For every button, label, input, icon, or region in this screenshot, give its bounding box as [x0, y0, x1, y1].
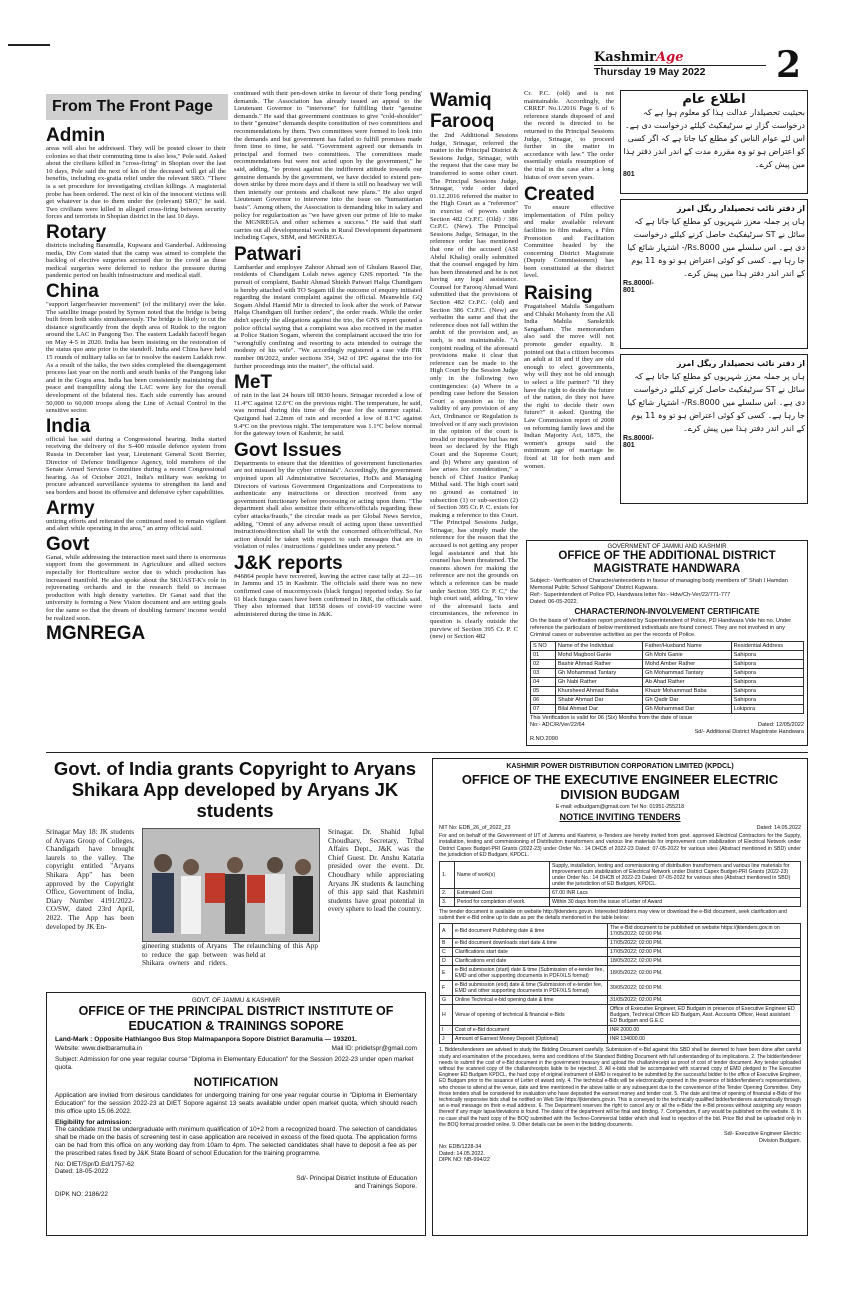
table-row: [440, 996, 801, 1005]
table-row: [440, 981, 801, 996]
table-row: [531, 696, 804, 705]
urdu-title-1: اطلاع عام: [682, 92, 746, 107]
issue-date: Thursday 19 May 2022: [594, 66, 706, 78]
heading-govt-issues: Govt Issues: [234, 439, 342, 461]
heading-patwari: Patwari: [234, 243, 302, 265]
body-created: To ensure effective implementation of Film policy and make available relevant facilities to film makers, a Film Promotion and Facilitation Committee headed by the concerning District Magistrate (Deputy Commissioners) has been constituted at the district level.: [524, 204, 614, 280]
sopore-dipk: DIPK NO: 2186/22: [55, 1191, 108, 1198]
body-patwari: Lambardar and employee Zahoor Ahmad son of Ghulam Rasool Dar, residents of Chandigam Lolab news agency GNS reported. "In the pursuit of complaint, Bashir Ahmad Shiekh Patwari Halqa Chandigam is hereby attached with TO Sogam till the outcome of enquiry initiated regarding the instant complaint against the official. Meanwhile GQ Sogam Abdul Hamid Mir is directed to look after the work of Patwar Halqa Chandigam till further orders", the order reads. While the order didn't specify the allegations against the trio, the GNS report quoted a police official saying that a complaint was also received in the matter at Police Station Sogam, wherein the complainant accused the trio for "wrongfully confining and resorting to acts intended to outrage the modesty of his wife". "We accordingly registered a case vide FIR number 08/2022, under sections 354, 342 of IPC against the trio for further proceedings into the matter", the official said.: [234, 263, 422, 370]
table-row: [531, 678, 804, 687]
cell: Cost of e-Bid document: [453, 1026, 608, 1035]
kpdcl-nit-title: NOTICE INVITING TENDERS: [559, 812, 681, 822]
cell: 31/05/2022; 02:00 PM.: [608, 996, 801, 1005]
cell: D: [440, 957, 453, 966]
handwara-dated: Dated: 06-05-2022.: [530, 599, 579, 605]
body-army: untiring efforts and reiterated the continued need to remain vigilant and alert while operating in the area," an army official said.: [46, 517, 226, 533]
cell: Ab Ahad Rather: [643, 678, 731, 687]
cell: Bashir Ahmad Rather: [555, 660, 642, 669]
heading-india: India: [46, 415, 91, 437]
cell: The e-Bid document to be published on website https://jktenders.gov.in on 17/05/2022; 02:00 PM.: [608, 924, 801, 939]
table-row: [440, 897, 801, 906]
kpdcl-no3: DIPK NO: NB-994/22: [439, 1157, 490, 1164]
aryans-photo: [142, 828, 320, 942]
table-row: [440, 861, 801, 888]
cell: 06: [531, 696, 556, 705]
sopore-body2: The candidate must be undergraduate with minimum qualification of 10+2 from a recognized board. The selection of candidates shall be made on the basis of screening test in case application are received in excess of the fixed quota. The application forms can be had from this office on any working day from 10am to 4pm. The selected candidates shall have to deposit a fee as per the prescribed rates fixed by J&K State Board of school Education for the training programme.: [55, 1126, 417, 1157]
handwara-cert-title: CHARACTER/NON-INVOLVEMENT CERTIFICATE: [574, 607, 760, 616]
kpdcl-terms: 1. Bidders/tenderers are advised to study the Bidding Document carefully. Submission of e-Bid against this SBD shall be deemed to have been done after careful study and examination of the procedures, terms and conditions of the Standard Bidding Document with full understanding of its implications. 2. The bidder/tenderer needs to submit the cost of e-Bid document in the government treasury and upload the challan/receipt as proof of cost of tender document. Any tender uploaded without the scanned copy of the challan/receipts liable to be rejected. 3. All e-bids shall be accompanied with scanned copy of EMD pledged to The Executive Engineer ED Budgam KPDCL, the hard copy of original instrument of EMD is required to be submitted by the successful bidder to the office of Executive Engineer, ED Budgam prior to the issuance of Letter of award only. 4. The technical e-Bids will be electronically opened in the presence of bidder/tenderer's representatives, who choose to attend at the venue, date and time mentioned in the above table or any subsequent due to the convenience of the Tender Opening Committee. Only those tenders shall be considered for evaluation who have deposited the earnest money and tender cost. 5. The date and time of opening of financial e-Bids of the technically responsive bids shall be notified on Web Site https://jktenders.gov.in. This is conveyed to the technically qualified bidder/tenderers automatically through an e-mail message on their e-mail address. 6. The Department reserves the right to cancel any or all the e-Bids/ the e-Bid process without assigning any reason thereof if any major lapse/deviations is found. The dates of the department will be final and binding. 7. Corrigendum, if any would be published on the website. 8. In no case shall the hard copy of the BOQ submitted with the Techno-Commercial bidder which shall lead to rejection of the bid. Price Bid shall be uploaded only in the BOQ format provided online. 9. Other details can be seen in the bidding documents.: [439, 1047, 801, 1128]
cell: 02: [531, 660, 556, 669]
table-row: [440, 924, 801, 939]
sopore-dated: Dated: 18-05-2022: [55, 1168, 109, 1175]
handwara-table: [530, 641, 804, 714]
handwara-valid: This Verification is valid for 06 (Six) Months from the date of issue: [530, 715, 693, 721]
cell: Sahipora: [731, 651, 803, 660]
heading-mgnrega: MGNREGA: [46, 623, 146, 645]
heading-govt: Govt: [46, 533, 90, 555]
body-govt: Ganai, while addressing the interaction meet said there is enormous support from the government in Agriculture and allied sectors especially for Horticulture sector due to which production has increased manifold. He also spoke about the SKUAST-K's role in rejuvenating orchards and in the research field to increase production with high density varieties. Dr Ganai said that the university is forming a New Vision document and are setting goals for the same so that the dream of doubling farmers' income would be realized soon.: [46, 553, 226, 622]
kpdcl-tender: [432, 758, 808, 1236]
heading-created: Created: [524, 184, 595, 206]
handwara-gov: GOVERNMENT OF JAMMU AND KASHMIR: [607, 544, 727, 550]
cell: Khursheed Ahmad Baba: [555, 687, 642, 696]
urdu-amount-2: Rs.8000/-: [623, 280, 654, 287]
table-row: [531, 669, 804, 678]
kpdcl-no2: Dated: 14.05.2022.: [439, 1150, 485, 1157]
kpdcl-intro: For and on behalf of the Government of UT of Jammu and Kashmir, e-Tenders are hereby invited from govt. approved Electrical Contractors for the Supply, installation, testing and commissioning of Distribution transformers and various line materials for improvement cum stabilization of Electrical Network under District Capex Budget-PRI Grants (2022-23) under Order No.: 14 DHCB of 2022-23 Dated: 07-05-2022 for various sites (Abstract mentioned in SBD) under the jurisdiction of ED Budgam, KPDCL.: [439, 833, 801, 859]
cell: 01: [531, 651, 556, 660]
group-photo-icon: [143, 829, 319, 941]
sopore-website: Website: www.dietbaramulla.in: [55, 1045, 142, 1052]
cell: I: [440, 1026, 453, 1035]
sopore-subject: Subject: Admission for one year regular course "Diploma in Elementary Education" for the Session 2022-23 under open market quota.: [55, 1056, 414, 1071]
cell: Mohd Magbool Ganie: [555, 651, 642, 660]
cell: J: [440, 1035, 453, 1044]
col-sno: S NO: [531, 642, 556, 651]
table-row: [531, 651, 804, 660]
cell: F: [440, 981, 453, 996]
brand-accent: Age: [656, 50, 684, 65]
heading-jk-reports: J&K reports: [234, 552, 343, 574]
cell: 05: [531, 687, 556, 696]
urdu-notice-2: [620, 199, 808, 349]
body-wamiq-farooq: the 2nd Additional Sessions Judge, Srinagar, referred the matter to the Principal District & Sessions Judge, Srinagar, with the request that the case may be transferred to some other court. The Principal Sessions Judge, Srinagar, vide order dated 01.12.2016 referred the matter to the High Court as a "reference" in exercise of powers under Section 482 Cr.P.C. (Old) / 386 Cr.P.C. (New). The Principal Sessions Judge, Srinagar, in the reference order has mentioned that one of the accused (ASI Abdul Khaliq) orally submitted that the counsel engaged by him has been threatened and he is not having any legal assistance. Counsel for Farooq Ahmad Wani submitted that the provisions of Section 482 Cr.P.C. (old) and Section 386 Cr.P.C. (New) are verbatim the same and that the reference does not fall within the ambit of the provision and, as such, is not maintainable. "A conjoint reading of the aforesaid provisions make it clear that reference can be made to the High Court by the Session Judge only in the following two contingencies: (a) Where in a pending case before the Session Court a question as to the validity of any provision of any Act, Ordinance or Regulation is involved or if any such provision in the opinion of the court is invalid or inoperative but has not been so declared by the High Court and the Supreme Court; and (b) Where any question of law arises for consideration," a bench of Chief Justice Pankaj Mithal said. The high court said no ground as contained in subsection (1) or sub-section (2) of Section 395 Cr. P. C. exists for making a reference to this Court. "The Principal Sessions Judge, Srinagar, has simply made the reference for the reason that the accused is not getting any proper legal assistance and that his counsel has been threatened. The reasons shown for making the reference are not the grounds on which a reference can be made under Section 395 Cr. P. C," the high court said, adding, "In view of the aforesaid facts and circumstances, the reference in question is clearly outside the purview of Section 395 Cr. P. C (new) or Section 482: [430, 132, 518, 641]
kpdcl-corp: KASHMIR POWER DISTRIBUTION CORPORATION LIMITED (KPDCL): [506, 763, 734, 770]
cell: H: [440, 1005, 453, 1026]
urdu-number-2: 801: [623, 287, 635, 294]
urdu-number-1: 801: [623, 171, 635, 178]
cell: e-Bid document downloads start date & time: [453, 939, 608, 948]
body-mgnrega-cont: continued with their pen-down strike in favour of their 'long pending' demands. The Association has already issued an appeal to the Lieutenant Governor to "intervene" for fulfilling their "genuine demands." He said that government continues to give "cold-shoulder" to their "genuine" demands despite constitution of two committees and recommendations by them. Two committees were formed to look into the demands and but government has failed to fulfill promises made from time to time, he said. "Government agreed our demands in principal and formed two committees. The committees made recommendations but were not acted upon by the government," he said, adding, "to protest against the indifferent attitude towards our genuine demands by the government, we have decided to extend pen-down strike by three more days and if there is still no headway we will then intensify our protests and chalkout new plans." He also urged Lieutenant Governor to intervene into the issue on "humanitarian basis". Among others, the Association is demanding hike in salary and policy for regularization as "we have given our prime of life to make the MGNREGA and other schemes a success." He said that staff carries out all developmental works in Rural Development department including Capex, SBM, and MGNREGA.: [234, 90, 422, 242]
heading-admin: Admin: [46, 125, 106, 146]
sopore-landmark: Land-Mark : Opposite Hathlangoo Bus Stop Malmapanpora Sopore District Baramulla — 193201.: [55, 1036, 357, 1043]
cell: 17/05/2022; 02:00 PM.: [608, 948, 801, 957]
kpdcl-contact: E-mail: edbudgam@gmail.com Tel No: 01951-255218: [555, 804, 685, 810]
aryans-col1: Srinagar May 18: JK students of Aryans Group of Colleges, Chandigarh have brought laurels to the valley. The copyright entitled "Aryans Shikara App" has been approved by the Copyright Office, Government of India, Diary Number 4191/2022-CO/SW, dated 23rd April, 2022. The App has been developed by JK En-: [46, 828, 134, 931]
corner-rule: [8, 44, 50, 46]
brand-text: Kashmir: [594, 50, 657, 65]
urdu-notices: [620, 90, 808, 540]
cell: 17/05/2022; 02:00 PM.: [608, 939, 801, 948]
handwara-cert-body: On the basis of Verification report provided by Superintendent of Police, PD Handwara Vide his no. Under reference the particulars of below mentioned individuals are found correct. They are not involved in any Criminal cases or subversive activities as per the records of Police.: [530, 618, 792, 638]
body-wamiq-cont: Cr. P.C. (old) and is not maintainable. Accordingly, the CRREF No.1/2016 Page 6 of 6 reference stands disposed of and the record is directed to be returned to the Principal Sessions Judge, Srinagar, to proceed further in the matter in accordance with law." The order essentially entails resumption of the trial in the case after a long hiatus of over seven years.: [524, 90, 614, 181]
cell: 2.: [440, 888, 455, 897]
heading-china: China: [46, 280, 99, 302]
cell: 3.: [440, 897, 455, 906]
cell: Clarifications start date: [453, 948, 608, 957]
kpdcl-note: The tender document is available on website http://jktenders.gov.in. Interested bidders may view or download the e-Bid document, seek clarification and submit their e-Bid online up to date as per the details mentioned in the table below:: [439, 908, 787, 922]
cell: Gh Mohammad Tantary: [555, 669, 642, 678]
cell: G: [440, 996, 453, 1005]
cell: E: [440, 966, 453, 981]
kpdcl-nit-row: [439, 825, 801, 831]
cell: Clarifications end date: [453, 957, 608, 966]
heading-wamiq-farooq: Wamiq Farooq: [430, 90, 495, 132]
cell: Shabir Ahmad Dar: [555, 696, 642, 705]
handwara-no: No:- ADC/R/Ver/22/64: [530, 722, 585, 728]
kpdcl-dated: Dated: 14.05.2022: [756, 825, 801, 831]
sopore-no: No: DIET/Spr/D.Ed/1757-62: [55, 1161, 135, 1168]
body-govt-issues: Departments to ensure that the identities of government functionaries are not misused by the cyber criminals". Accordingly, the government enjoined upon all Administrative Secretaries, HoDs and Managing Directors of various Government Organizations and Corporations to authenticate any instructions or direction received from any government functionary before processing or acting upon them. "The department shall also sensitize their officers/officials regarding these cyber attacks/frauds," the circular reads as per Global News Service, adding, "Omni of any adverse result of acting upon these unverified instructions/direction shall lie with the concerned officer/official. No action should be taken with respect to such messages that are in violation of rules / instructions / guidelines under any pretext.": [234, 459, 422, 551]
urdu-title-2: از دفتر نائب تحصیلدار ریگل امرز: [676, 204, 805, 213]
cell: Khazir Mohammad Baba: [643, 687, 731, 696]
urdu-notice-1: [620, 90, 808, 194]
cell: C: [440, 948, 453, 957]
cell: A: [440, 924, 453, 939]
aryans-story: [46, 758, 424, 988]
brand-name: [594, 50, 684, 65]
cell: Gh Qadir Dar: [643, 696, 731, 705]
sopore-eligibility: Eligibility for admission:: [55, 1119, 132, 1126]
table-row: [440, 957, 801, 966]
handwara-ref: Ref:- Superintendent of Police PD, Handwara letter No:- Hdw/Ch-Ver/22/771-777: [530, 592, 731, 598]
body-china: "support larger/heavier movement" (of the military) over the lake. The satellite image posted by Symon noted that the bridge is being built from both sides simultaneously. The bridge is likely to cut the distance significantly from the depth area of Rudok to the region around the LAC in Pangong Tso. The eastern Ladakh faceoff began on May 4-5 in 2020. India has been insisting on the restoration of the status quo ante prior to the standoff. India and China have held 15 rounds of military talks so far to resolve the eastern Ladakh row. As a result of the talks, the two sides completed the disengagement process last year on the north and south banks of the Pangong lake and in the Gogra area. India has been consistently maintaining that peace and tranquillity along the LAC were key for the overall development of the bilateral ties. Each side currently has around 50,000 to 60,000 troops along the Line of Actual Control in the sensitive sector.: [46, 300, 226, 415]
cell: Amount of Earnest Money Deposit (Optional): [453, 1035, 608, 1044]
cell: Period for completion of work.: [455, 897, 550, 906]
table-row: [440, 1005, 801, 1026]
cell: Office of Executive Engineer, ED Budgam in presence of Executive Engineer ED Budgam, Technical Officer ED Budgam, Asst. Accounts Officer, Head assistant ED Budgam and G.E.C: [608, 1005, 801, 1026]
urdu-body-1: بحیثیت تحصیلدار عدالت ہذا کو معلوم ہوا ہے کہ درخواست گزار نے سرٹیفکیٹ کیلئے درخواست دی ہے۔ اس لئے عوام الناس کو مطلع کیا جاتا ہے کہ اگر کسی کو اعتراض ہو تو وہ مقررہ مدت کے اندر اندر دفتر ہذا میں پیش کرے۔: [623, 108, 805, 169]
cell: Gh Mohammad Tantary: [643, 669, 731, 678]
section-rule: [46, 752, 808, 753]
table-row: [440, 966, 801, 981]
col-name: Name of the Individual: [555, 642, 642, 651]
cell: 18/05/2022; 02:00 PM.: [608, 957, 801, 966]
urdu-amount-3: Rs.8000/-: [623, 435, 654, 442]
sopore-notice: [46, 992, 426, 1236]
cell: B: [440, 939, 453, 948]
table-row: [440, 1026, 801, 1035]
column-2: [234, 90, 422, 618]
sopore-sign: Sd/- Principal District Institute of Education and Trainings Sopore.: [296, 1175, 417, 1190]
kpdcl-sign: Sd/- Executive Engineer Electric Division Budgam.: [723, 1131, 801, 1144]
kpdcl-title: OFFICE OF THE EXECUTIVE ENGINEER ELECTRIC DIVISION BUDGAM: [461, 772, 779, 802]
body-jk-reports: #46864 people have recovered, leaving the active case tally at 22—16 in Jammu and 15 in Kashmir. The officials said there was no new confirmed case of mucormycosis (black fungus) reported today. So far 61 black fungus cases have been confirmed in J&K, the officials said. They also informed that 18558 doses of covid-19 vaccine were administered during the time in J&K.: [234, 572, 422, 618]
banner-text: From The Front Page: [52, 98, 213, 115]
cell: Lokipora: [731, 705, 803, 714]
kpdcl-work-table: [439, 861, 801, 907]
page-number: 2: [776, 44, 802, 86]
heading-army: Army: [46, 497, 95, 519]
body-admin: areas will also be addressed. They will be posted closer to their colonies so that their commuting time is also less," Pole said. Asked about the civilians killed in "cross-firing" in Shopian over the last 10 days, Pole said the next of kin of the deceased will get all the benefits, including ex-gratia relief under the relevant SRO. "There is a set procedure for investigating civilian killings. A magisterial probe has been ordered. The next of kin of the innocent victims will get whatever is due to them under the (relevant) SRO," he said. Two civilians were killed in alleged cross-firing between security forces and terrorists in Shopian district in the last 10 days.: [46, 145, 226, 221]
heading-met: MeT: [234, 372, 272, 394]
cell: e-Bid submission (start) date & time (Submission of e-tender fee, EMD and other supporting documents in PDF/XLS format): [453, 966, 608, 981]
table-row: [440, 888, 801, 897]
table-row: [531, 705, 804, 714]
sopore-contact-row: [55, 1045, 417, 1052]
cell: Within 30 days from the issue of Letter of Award: [550, 897, 801, 906]
col-address: Residential Address: [731, 642, 803, 651]
table-row: [440, 939, 801, 948]
kpdcl-schedule-table: [439, 923, 801, 1044]
cell: 03: [531, 669, 556, 678]
body-raising: Pragatisheel Mahila Sangatham and Chhaki Mohanty from the All India Mahila Sanskritik Sangatham. The memorandum also said the move will not promote gender equality. It pointed out that a citizen becomes an adult at 18 and if they are old enough to elect governments, why will they not be old enough to select a life partner? "If they have the right to decide the future of the nation, do they not have the right to decide their own future?" it asked. Quoting the Law Commission report of 2008 on reforming family laws and the Indian Majority Act, 1875, the women's groups said the minimum age of marriage be fixed at 18 for both men and women.: [524, 303, 614, 470]
table-row: [440, 948, 801, 957]
urdu-body-2: ہاں پر جملہ معزز شہریوں کو مطلع کیا جاتا ہے کہ سائل نے ST سرٹیفکیٹ حاصل کرنے کیلئے درخواست دی ہے۔ اس سلسلے میں Rs.8000/- اشتہار شائع کیا جا رہا ہے۔ کسی کو کوئی اعتراض ہو تو وہ 11 یوم کے اندر اندر دفتر ہذا میں پیش کرے۔: [627, 217, 805, 278]
urdu-number-3: 801: [623, 442, 635, 449]
cell: 18/05/2022; 02:00 PM.: [608, 966, 801, 981]
body-met: of rain in the last 24 hours till 0830 hours. Srinagar recorded a low of 11.4°C against 12.6°C on the previous night. The temperature, he said, was normal during this time of the year for the summer capital. Qazigund had 2.2mm of rain and recorded a low of 8.1°C against 9.4°C on the previous night. The temperature was 1.1°C below normal for the gateway town of Kashmir, he said.: [234, 392, 422, 438]
handwara-date2: Dated: 12/05/2022: [757, 722, 804, 728]
handwara-subject: Subject:- Verification of Character/antecedents in favour of managing body members of" Shah I Hamdan Memorial Public School Sahipora" District Kupwara.: [530, 578, 788, 591]
cell: Sahipora: [731, 696, 803, 705]
cell: e-Bid document Publishing date & time: [453, 924, 608, 939]
kpdcl-no1: No: EDB/1228-34: [439, 1144, 482, 1151]
handwara-title: OFFICE OF THE ADDITIONAL DISTRICT MAGISTRATE HANDWARA: [558, 550, 776, 575]
col-father: Father/Husband Name: [643, 642, 731, 651]
body-india: official has said during a Congressional hearing. India started receiving the delivery of the S-400 missile defence system from Russia in December last year, Lieutenant General Scott Berrier, Director of Defence Intelligence Agency, told members of the Senate Armed Services Committee during a recent Congressional hearing. As of October 2021, India's military was seeking to procure advanced surveillance systems to strengthen its land and sea borders and boost its offensive and defensive cyber capabilities.: [46, 435, 226, 496]
cell: Sahipora: [731, 669, 803, 678]
cell: Online Technical e-bid opening date & time: [453, 996, 608, 1005]
column-3: [430, 90, 518, 641]
cell: Mohd Amber Rather: [643, 660, 731, 669]
aryans-col3: Srinagar. Dr. Shahid Iqbal Choudhary, Secretary, Tribal Affairs Dept., J&K was the Chief Guest. Dr. Anshu Kataria presided over the event. Dr. Choudhary while appreciating Aryans JK students & launching of this app said that Kashmiri students have great potential in every sphere to lead the country.: [328, 828, 424, 914]
front-page-banner: [46, 94, 228, 120]
handwara-no-row: [530, 722, 804, 729]
aryans-headline: Govt. of India grants Copyright to Aryans Shikara App developed by Aryans JK students: [53, 758, 417, 821]
sopore-notification: NOTIFICATION: [193, 1075, 279, 1089]
cell: Bilal Ahmad Dar: [555, 705, 642, 714]
cell: Name of work(s): [455, 861, 550, 888]
cell: Supply, installation, testing and commissioning of distribution transformers and various line materials for improvement cum stabilization of Electrical Network under District Capex Budget-PRI Grants (2022-23) under Order No.: 14 DHCB of 2022-23 Dated: 07-05-2022 for various sites (Abstract mentioned in SBD) under the jurisdiction of ED Budgam, KPDCL.: [550, 861, 801, 888]
masthead-rule: [594, 65, 766, 66]
urdu-body-3: ہاں پر جملہ معزز شہریوں کو مطلع کیا جاتا ہے کہ سائل نے ST سرٹیفکیٹ حاصل کرنے کیلئے درخواست دی ہے۔ اس سلسلے میں Rs.8000/- اشتہار شائع کیا جا رہا ہے۔ کسی کو کوئی اعتراض ہو تو وہ 11 یوم کے اندر اندر دفتر ہذا میں پیش کرے۔: [627, 372, 805, 433]
handwara-notice: [526, 540, 808, 746]
table-row: [531, 687, 804, 696]
cell: 1.: [440, 861, 455, 888]
cell: Sahipora: [731, 660, 803, 669]
urdu-title-3: از دفتر نائب تحصیلدار ریگل امرز: [676, 359, 805, 368]
sopore-body1: Application are invited from desirous candidates for undergoing training for one year regular course in "Diploma in Elementary Education" for the session 2022-23 at DIET Sopore against 13 seats available under open market quota, which should reach this office upto 15.06.2022.: [55, 1092, 417, 1115]
cell: Venue of opening of technical & financial e-Bids: [453, 1005, 608, 1026]
cell: Gh Mohi Ganie: [643, 651, 731, 660]
table-row: [440, 1035, 801, 1044]
sopore-title: OFFICE OF THE PRINCIPAL DISTRICT INSTITUTE OF EDUCATION & TRAININGS SOPORE: [78, 1004, 394, 1033]
cell: 07: [531, 705, 556, 714]
column-4: [524, 90, 614, 470]
cell: e-Bid submission (end) date & time (Submission of e-tender fee, EMD and other supporting documents in PDF/XLS format): [453, 981, 608, 996]
cell: Estimated Cost: [455, 888, 550, 897]
aryans-col2: gineering students of Aryans to reduce the gap between Shikara owners and riders. The relaunching of this App was held at: [142, 942, 318, 968]
cell: 30/05/2022; 02:00 PM.: [608, 981, 801, 996]
cell: INR 2000.00: [608, 1026, 801, 1035]
handwara-rno: R.NO.2090: [530, 736, 558, 742]
kpdcl-nit-no: NIT No: EDB_26_of_2022_23: [439, 825, 511, 831]
cell: 67.00 INR Lacs: [550, 888, 801, 897]
cell: Gh Nabi Rather: [555, 678, 642, 687]
urdu-notice-3: [620, 354, 808, 504]
heading-rotary: Rotary: [46, 221, 107, 243]
column-1: [46, 126, 226, 643]
body-rotary: districts including Baramulla, Kupwara and Ganderbal. Addressing media, Div Com stated that the camp was aimed to complete the backlog of elective surgeries accrued due to the covid as these medical surgeries were deferred to reduce the pressure during pandemic period on health infrastructure and medical staff.: [46, 241, 226, 280]
cell: 04: [531, 678, 556, 687]
cell: INR 134000.00: [608, 1035, 801, 1044]
sopore-mail: Mail ID: pridietspr@gmail.com: [331, 1045, 417, 1052]
cell: Gh Mohammad Dar: [643, 705, 731, 714]
table-row: [531, 660, 804, 669]
handwara-sign: Sd/- Additional District Magistrate Handwara: [694, 729, 804, 735]
table-header: [531, 642, 804, 651]
cell: Sahipora: [731, 687, 803, 696]
cell: Sahipora: [731, 678, 803, 687]
heading-raising: Raising: [524, 283, 593, 305]
sopore-gov: GOVT. OF JAMMU & KASHMIR: [191, 997, 281, 1004]
